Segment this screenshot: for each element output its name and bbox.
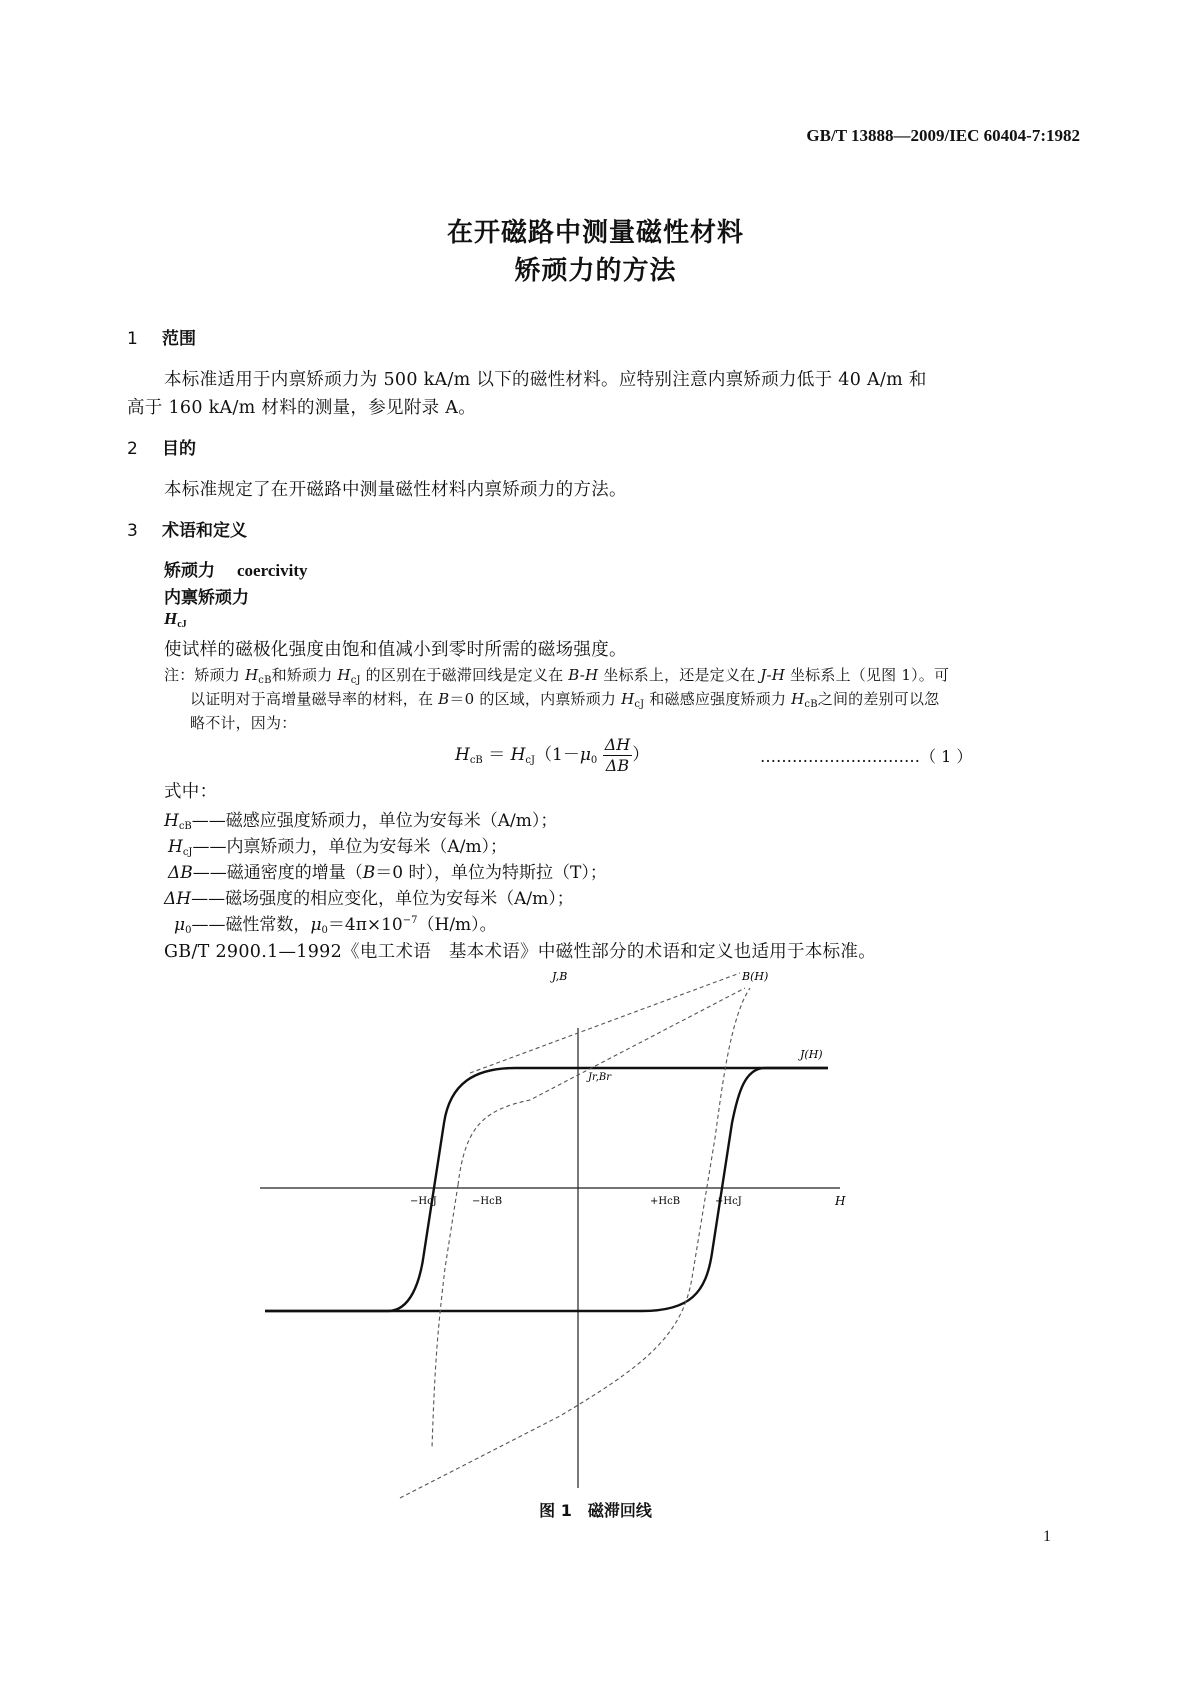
where-item [164, 806, 557, 832]
term-symbol [164, 609, 187, 630]
where-sub: cJ [182, 847, 193, 858]
note-sub: cB [258, 675, 272, 686]
note-text: 之间的差别可以忽 [817, 690, 940, 708]
standard-code: GB/T 13888—2009/IEC 60404-7:1982 [806, 126, 1080, 145]
section-title: 术语和定义 [162, 521, 247, 541]
page-number: 1 [1043, 1528, 1051, 1545]
where-sub: 0 [321, 925, 328, 936]
fraction-numerator: ΔH [604, 735, 631, 754]
term-intrinsic-coercivity: 内禀矫顽力 [164, 588, 249, 608]
formula-sub: 0 [590, 755, 598, 766]
formula-close: ） [632, 745, 650, 765]
formula-1: $H_{cB} = H_{cJ}(1-\mu_0$ $\frac{\Delta H}{\Delta B}$ ） [455, 735, 650, 775]
note-text: 和磁感应强度矫顽力 [644, 690, 792, 708]
section-title: 目的 [162, 439, 196, 459]
section-number: 3 [127, 521, 138, 541]
j-curve-label: J(H) [800, 1048, 823, 1061]
tick-label: −HcJ [410, 1196, 437, 1207]
note-text: B [438, 690, 450, 708]
where-symbol: μ [174, 915, 186, 935]
where-sup: −7 [402, 915, 418, 926]
note-text: 坐标系上，还是定义在 [598, 666, 761, 684]
term-definition: 使试样的磁极化强度由饱和值减小到零时所需的磁场强度。 [164, 640, 627, 660]
formula-open: （1－ [535, 745, 580, 765]
where-sub: 0 [185, 925, 192, 936]
where-text: ——磁感应强度矫顽力，单位为安每米（A/m）； [191, 811, 558, 831]
fraction-denominator: ΔB [605, 756, 630, 775]
note-text: 以证明对于高增量磁导率的材料，在 [190, 690, 439, 708]
section-title: 范围 [162, 329, 196, 349]
where-symbol: ΔH [164, 889, 192, 909]
note-line2: 以证明对于高增量磁导率的材料，在 B＝0 的区域，内禀矫顽力 $H_{cJ}$ 和磁感应强度矫顽力 $H_{cB}$之间的差别可以忽 [190, 690, 940, 710]
term-en: coercivity [237, 561, 308, 580]
note-prefix: 注： [164, 666, 195, 684]
tick-label: +HcJ [715, 1196, 742, 1207]
b-curve-descending-lower [432, 1185, 458, 1448]
document-title-line2: 矫顽力的方法 [514, 256, 677, 286]
formula-sub: cB [469, 755, 483, 766]
reference-paragraph: GB/T 2900.1—1992《电工术语 基本术语》中磁性部分的术语和定义也适用于本标准。 [164, 942, 877, 962]
formula-sub: cJ [525, 755, 536, 766]
section-1-paragraph-line1: 本标准适用于内禀矫顽力为 500 kA/m 以下的磁性材料。应特别注意内禀矫顽力低于 40 A/m 和 [164, 370, 927, 390]
section-3-heading [127, 516, 247, 541]
where-text: ——磁性常数， [191, 915, 311, 935]
where-label: 式中： [164, 782, 218, 802]
where-text: ——磁通密度的增量（ [192, 863, 363, 883]
note-text: J-H [760, 666, 786, 684]
where-text: ＝4π×10 [327, 915, 403, 935]
formula-equals: ＝ [488, 745, 506, 765]
note-text: B-H [568, 666, 599, 684]
where-item: $\mu_0——$磁性常数，$\mu_0=4\pi\times 10^{-7}(H/m)$。 [174, 915, 497, 936]
note-sub: cJ [634, 699, 645, 710]
where-text: ＝0 时），单位为特斯拉（T）； [375, 863, 607, 883]
where-text: ——磁场强度的相应变化，单位为安每米（A/m）； [191, 889, 574, 909]
where-text: ——内禀矫顽力，单位为安每米（A/m）； [192, 837, 508, 857]
x-axis-label: H [835, 1194, 846, 1208]
where-sub: cB [178, 821, 192, 832]
term-cn: 矫顽力 [164, 561, 215, 581]
symbol-main: H [164, 609, 178, 628]
remanence-label: Jr,Br [588, 1072, 611, 1083]
where-symbol: H [168, 837, 183, 857]
term-coercivity [164, 556, 307, 581]
section-2-heading [127, 434, 196, 459]
y-axis-label: J,B [552, 970, 568, 983]
where-symbol: H [164, 811, 179, 831]
b-curve-ascending [400, 988, 750, 1498]
note-text: 和矫顽力 [271, 666, 338, 684]
where-text: B [362, 863, 376, 883]
section-2-paragraph: 本标准规定了在开磁路中测量磁性材料内禀矫顽力的方法。 [164, 480, 627, 500]
section-1-heading [127, 324, 196, 349]
j-curve-ascending [265, 1068, 828, 1311]
where-symbol: ΔB [168, 863, 193, 883]
tick-label: −HcB [472, 1196, 503, 1207]
note-line1: 注：矫顽力 $H_{cB}$和矫顽力 $H_{cJ}$ 的区别在于磁滞回线是定义在 B-H 坐标系上，还是定义在 J-H 坐标系上（见图 1）。可 [164, 666, 950, 686]
b-curve-label: B(H) [742, 970, 769, 983]
where-item [168, 832, 507, 858]
note-sub: cB [804, 699, 818, 710]
document-title-line1: 在开磁路中测量磁性材料 [446, 218, 744, 248]
b-curve-overlay [470, 973, 740, 1073]
b-curve-descending-upper [458, 988, 745, 1185]
symbol-sub: cJ [177, 619, 187, 630]
section-number: 2 [127, 439, 138, 459]
note-text: 坐标系上（见图 1）。可 [785, 666, 950, 684]
note-text: 矫顽力 [194, 666, 245, 684]
tick-label: +HcB [650, 1196, 681, 1207]
formula-fraction [603, 735, 633, 776]
j-curve-descending [265, 1068, 828, 1311]
hysteresis-figure [260, 970, 860, 1498]
where-item [168, 858, 607, 883]
note-text: ＝0 的区域，内禀矫顽力 [449, 690, 622, 708]
section-1-paragraph-line2: 高于 160 kA/m 材料的测量，参见附录 A。 [127, 398, 477, 418]
note-sub: cJ [350, 675, 361, 686]
where-text: （H/m）。 [417, 915, 497, 935]
note-text: 的区别在于磁滞回线是定义在 [360, 666, 569, 684]
formula-number: …………………………（ 1 ） [760, 747, 973, 766]
figure-caption: 图 1 磁滞回线 [539, 1501, 652, 1520]
where-item [164, 884, 574, 909]
note-line3: 略不计，因为： [190, 714, 297, 732]
section-number: 1 [127, 329, 138, 349]
